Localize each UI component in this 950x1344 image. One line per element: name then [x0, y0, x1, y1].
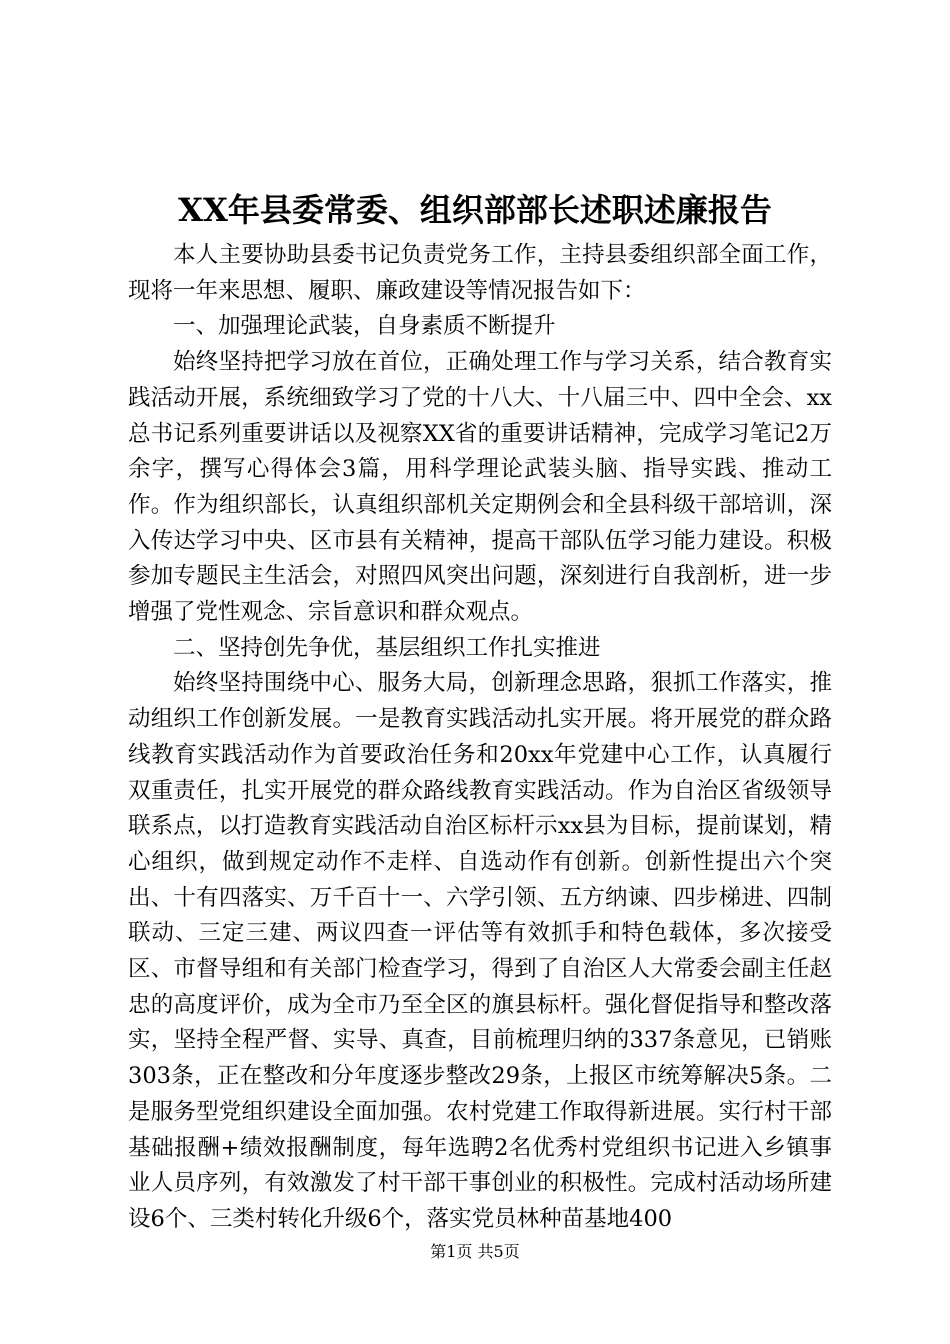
document-title: XX年县委常委、组织部部长述职述廉报告: [178, 191, 772, 229]
document-body: [128, 238, 832, 1238]
section-heading-2: 二、坚持创先争优，基层组织工作扎实推进: [173, 634, 601, 661]
page-footer: 第1页 共5页: [430, 1242, 520, 1261]
paragraph-section-2: 始终坚持围绕中心、服务大局，创新理念思路，狠抓工作落实，推动组织工作创新发展。一是教育实践活动扎实开展。将开展党的群众路线教育实践活动作为首要政治任务和20xx年党建中心工作，认真履行双重责任，扎实开展党的群众路线教育实践活动。作为自治区省级领导联系点，以打造教育实践活动自治区标杆示xx县为目标，提前谋划，精心组织，做到规定动作不走样、自选动作有创新。创新性提出六个突出、十有四落实、万千百十一、六学引领、五方纳谏、四步梯进、四制联动、三定三建、两议四查一评估等有效抓手和特色载体，多次接受区、市督导组和有关部门检查学习，得到了自治区人大常委会副主任赵忠的高度评价，成为全市乃至全区的旗县标杆。强化督促指导和整改落实，坚持全程严督、实导、真查，目前梳理归纳的337条意见，已销账303条，正在整改和分年度逐步整改29条，上报区市统筹解决5条。二是服务型党组织建设全面加强。农村党建工作取得新进展。实行村干部基础报酬+绩效报酬制度，每年选聘2名优秀村党组织书记进入乡镇事业人员序列，有效激发了村干部干事创业的积极性。完成村活动场所建设6个、三类村转化升级6个，落实党员林种苗基地400: [128, 670, 832, 1232]
section-heading-1: 一、加强理论武装，自身素质不断提升: [173, 313, 556, 340]
paragraph-intro: 本人主要协助县委书记负责党务工作，主持县委组织部全面工作，现将一年来思想、履职、廉政建设等情况报告如下：: [128, 242, 832, 304]
paragraph-section-1: 始终坚持把学习放在首位，正确处理工作与学习关系，结合教育实践活动开展，系统细致学习了党的十八大、十八届三中、四中全会、xx总书记系列重要讲话以及视察XX省的重要讲话精神，完成学习笔记2万余字，撰写心得体会3篇，用科学理论武装头脑、指导实践、推动工作。作为组织部长，认真组织部机关定期例会和全县科级干部培训，深入传达学习中央、区市县有关精神，提高干部队伍学习能力建设。积极参加专题民主生活会，对照四风突出问题，深刻进行自我剖析，进一步增强了党性观念、宗旨意识和群众观点。: [128, 349, 832, 626]
